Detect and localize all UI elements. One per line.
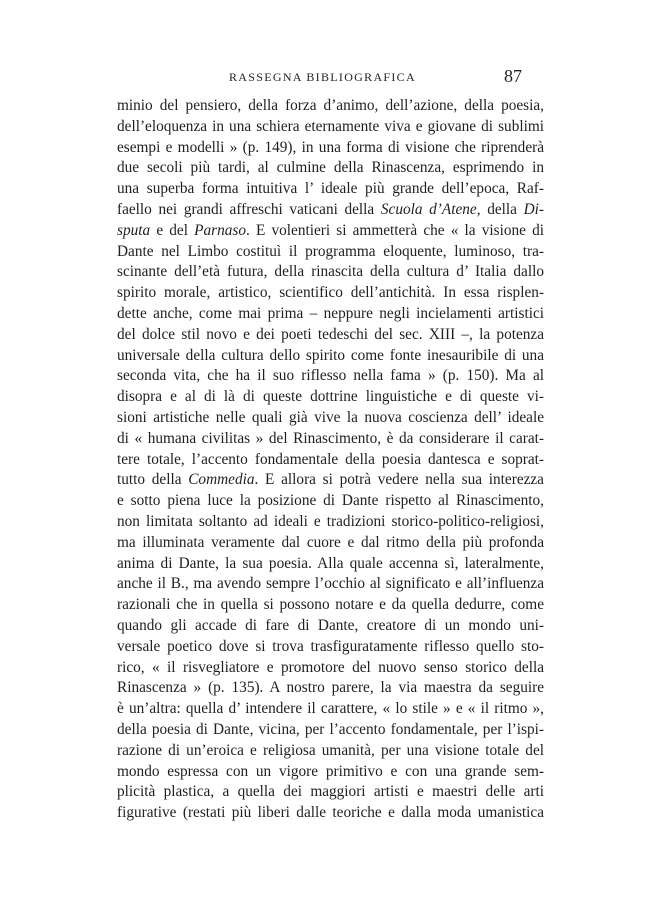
text-line: della poesia di Dante, vicina, per l’accento fondamentale, per l’ispi- <box>117 720 544 738</box>
text-line: mondo espressa con un vigore primitivo e con una grande sem- <box>117 762 544 780</box>
text-line: versale poetico dove si trova trasfiguratamente riflesso quello sto- <box>117 637 544 655</box>
text-line: tutto della Commedia. E allora si potrà vedere nella sua interezza <box>117 471 544 489</box>
text-line: disopra e al di là di queste dottrine linguistiche e di queste vi- <box>117 388 544 406</box>
text-line: due secoli più tardi, al culmine della Rinascenza, esprimendo in <box>117 159 544 177</box>
text-line: Dante nel Limbo costituì il programma eloquente, luminoso, tra- <box>117 242 544 260</box>
text-line: ma illuminata veramente dal cuore e dal ritmo della più profonda <box>117 533 544 551</box>
text-line: anima di Dante, la sua poesia. Alla quale accenna sì, lateralmente, <box>117 554 544 572</box>
text-line: faello nei grandi affreschi vaticani della Scuola d’Atene, della Di- <box>117 200 544 218</box>
text-line: figurative (restati più liberi dalle teoriche e dalla moda umanistica <box>117 804 544 822</box>
body-text <box>117 96 544 824</box>
text-line: razionali che in quella si possono notare e da quella dedurre, come <box>117 596 544 614</box>
text-line: dell’eloquenza in una schiera eternamente viva e giovane di sublimi <box>117 117 544 135</box>
text-line: universale della cultura dello spirito come fonte inesauribile di una <box>117 346 544 364</box>
text-line: razione di un’eroica e religiosa umanità, per una visione totale del <box>117 741 544 759</box>
text-line: spirito morale, artistico, scientifico dell’antichità. In essa risplen- <box>117 284 544 302</box>
text-line: seconda vita, che ha il suo riflesso nella fama » (p. 150). Ma al <box>117 367 544 385</box>
text-line: di « humana civilitas » del Rinascimento, è da considerare il carat- <box>117 429 544 447</box>
text-line: scinante dell’età futura, della rinascita della cultura d’ Italia dallo <box>117 263 544 281</box>
text-line: non limitata soltanto ad ideali e tradizioni storico-politico-religiosi, <box>117 512 544 530</box>
text-line: una superba forma intuitiva l’ ideale più grande dell’epoca, Raf- <box>117 180 544 198</box>
text-line: minio del pensiero, della forza d’animo, dell’azione, della poesia, <box>117 97 544 114</box>
text-line: tere totale, l’accento fondamentale della poesia dantesca e soprat- <box>117 450 544 468</box>
text-line: quando gli accade di fare di Dante, creatore di un mondo uni- <box>117 616 544 634</box>
text-line: sioni artistiche nelle quali già vive la nuova coscienza dell’ ideale <box>117 408 544 426</box>
page-header <box>0 66 667 90</box>
text-line: Rinascenza » (p. 135). A nostro parere, la via maestra da seguire <box>117 679 544 697</box>
text-line: esempi e modelli » (p. 149), in una forma di visione che riprenderà <box>117 138 544 156</box>
text-line: dette anche, come mai prima – neppure negli incielamenti artistici <box>117 304 544 322</box>
text-line: sputa e del Parnaso. E volentieri si ammetterà che « la visione di <box>117 221 544 239</box>
running-title: RASSEGNA BIBLIOGRAFICA <box>229 70 416 84</box>
text-line: del dolce stil novo e dei poeti tedeschi del sec. XIII –, la potenza <box>117 325 544 343</box>
page-number: 87 <box>504 66 522 86</box>
text-line: e sotto piena luce la posizione di Dante rispetto al Rinascimento, <box>117 492 544 510</box>
text-line: anche il B., ma avendo sempre l’occhio al significato e all’influenza <box>117 575 544 593</box>
text-line: rico, « il risvegliatore e promotore del nuovo senso storico della <box>117 658 544 676</box>
text-line: è un’altra: quella d’ intendere il carattere, « lo stile » e « il ritmo », <box>117 700 544 718</box>
text-line: plicità plastica, a quella dei maggiori artisti e maestri delle arti <box>117 783 544 801</box>
